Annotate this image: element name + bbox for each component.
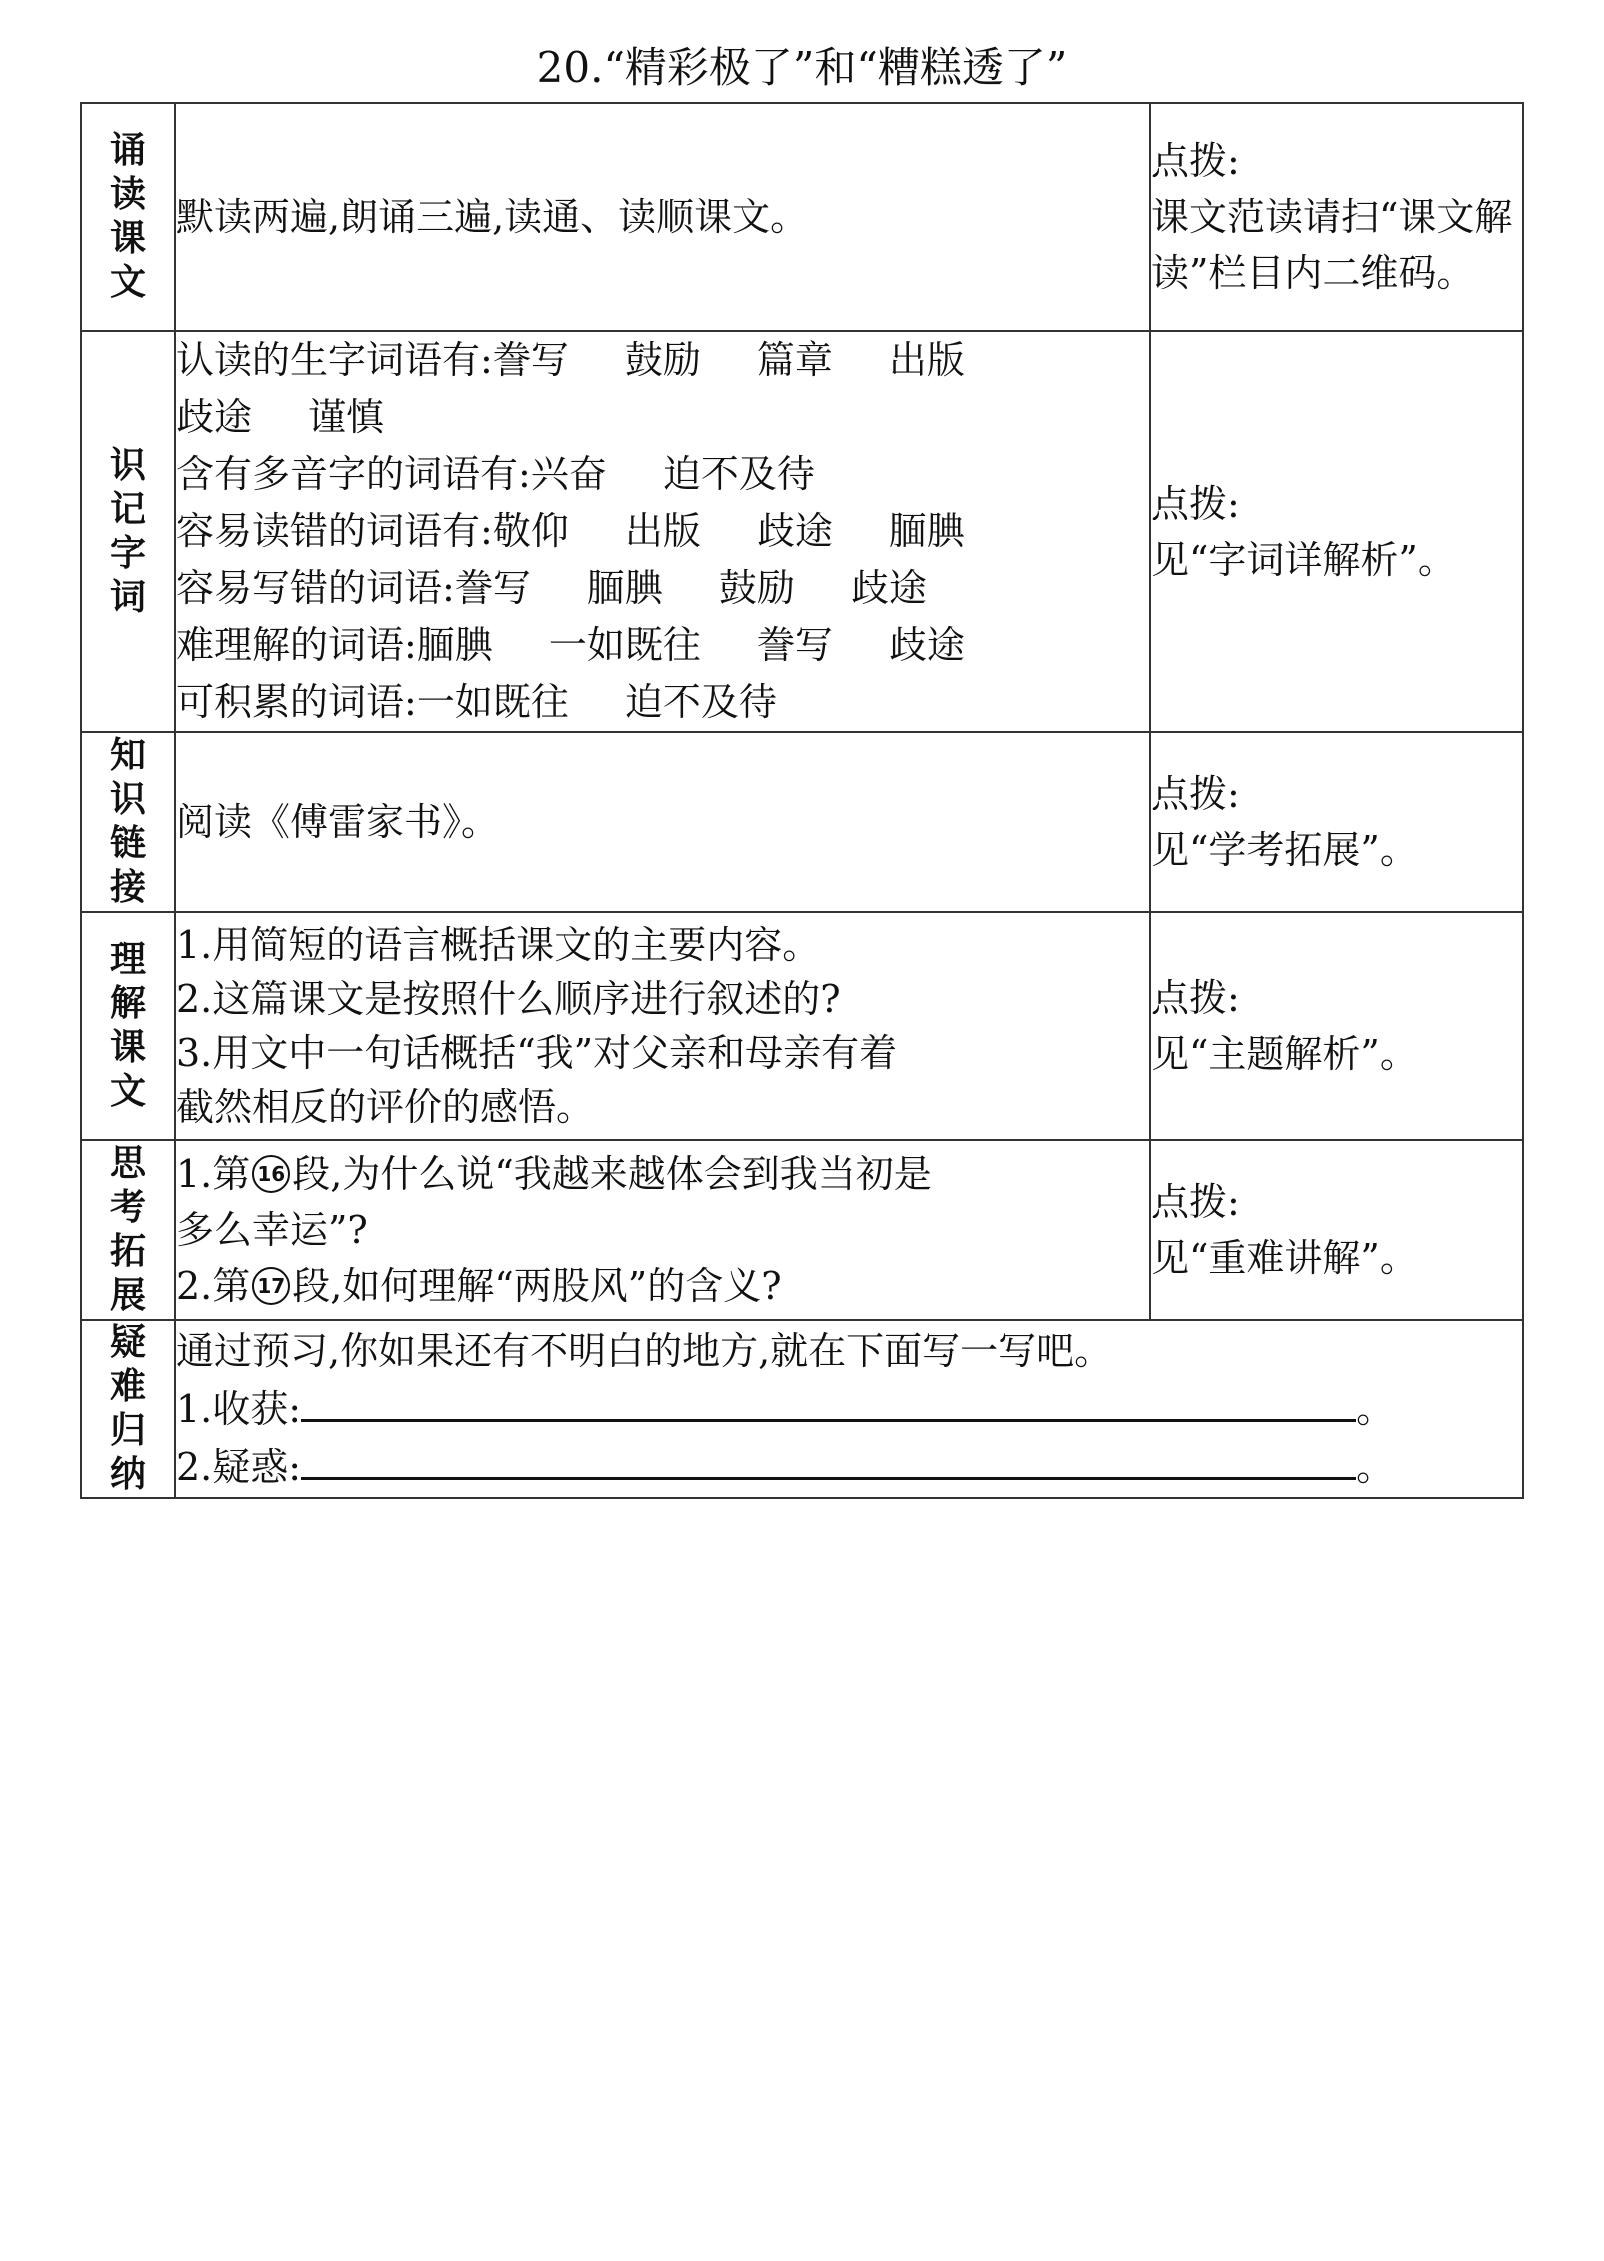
page-title: 20.“精彩极了”和“糟糕透了” [536, 43, 1068, 92]
row-knowledge-link [81, 732, 1523, 912]
row-label: 诵 读 课 文 [81, 103, 175, 331]
row-content: 阅读《傅雷家书》。 [175, 732, 1150, 912]
question-1: 1.第 16 段,为什么说“我越来越体会到我当初是 [176, 1152, 932, 1196]
row-recite [81, 103, 1523, 331]
answer-gain: 1.收获: 。 [176, 1379, 1522, 1437]
preview-table [80, 102, 1524, 1499]
vocab-line: 难理解的词语:腼腆 一如既往 誊写 歧途 [176, 623, 965, 667]
vocab-line: 认读的生字词语有:誊写 鼓励 篇章 出版 [176, 338, 965, 382]
row-extend [81, 1140, 1523, 1320]
row-label: 思 考 拓 展 [81, 1140, 175, 1320]
row-tip: 点拨: 见“学考拓展”。 [1150, 732, 1523, 912]
vocab-line: 可积累的词语:一如既往 迫不及待 [176, 680, 777, 724]
vocab-line: 容易写错的词语:誊写 腼腆 鼓励 歧途 [176, 566, 927, 610]
row-label: 疑 难 归 纳 [81, 1320, 175, 1498]
row-content: 1.用简短的语言概括课文的主要内容。 2.这篇课文是按照什么顺序进行叙述的? 3.用文中一句话概括“我”对父亲和母亲有着 截然相反的评价的感悟。 [175, 912, 1150, 1140]
vocab-line: 容易读错的词语有:敬仰 出版 歧途 腼腆 [176, 509, 965, 553]
row-tip: 点拨: 见“重难讲解”。 [1150, 1140, 1523, 1320]
gain-input-line[interactable] [301, 1379, 1356, 1422]
row-content: 通过预习,你如果还有不明白的地方,就在下面写一写吧。 1.收获: 。 2.疑惑: 。 [175, 1320, 1523, 1498]
row-tip: 点拨: 见“主题解析”。 [1150, 912, 1523, 1140]
vocab-line: 含有多音字的词语有:兴奋 迫不及待 [176, 452, 815, 496]
row-label: 知 识 链 接 [81, 732, 175, 912]
circled-number: 17 [252, 1267, 290, 1305]
circled-number: 16 [252, 1155, 290, 1193]
row-label: 识 记 字 词 [81, 331, 175, 732]
vocab-line: 歧途 谨慎 [176, 395, 385, 439]
row-content [175, 331, 1150, 732]
answer-doubt: 2.疑惑: 。 [176, 1437, 1522, 1495]
doubt-input-line[interactable] [301, 1437, 1356, 1480]
row-tip: 点拨: 见“字词详解析”。 [1150, 331, 1523, 732]
row-understand [81, 912, 1523, 1140]
row-tip: 点拨: 课文范读请扫“课文解读”栏目内二维码。 [1150, 103, 1523, 331]
row-questions [81, 1320, 1523, 1498]
row-content: 1.第 16 段,为什么说“我越来越体会到我当初是 多么幸运”? 2.第 17 段,如何理解“两股风”的含义? [175, 1140, 1150, 1320]
row-label: 理 解 课 文 [81, 912, 175, 1140]
question-2: 2.第 17 段,如何理解“两股风”的含义? [176, 1264, 782, 1308]
row-content: 默读两遍,朗诵三遍,读通、读顺课文。 [175, 103, 1150, 331]
row-vocabulary [81, 331, 1523, 732]
